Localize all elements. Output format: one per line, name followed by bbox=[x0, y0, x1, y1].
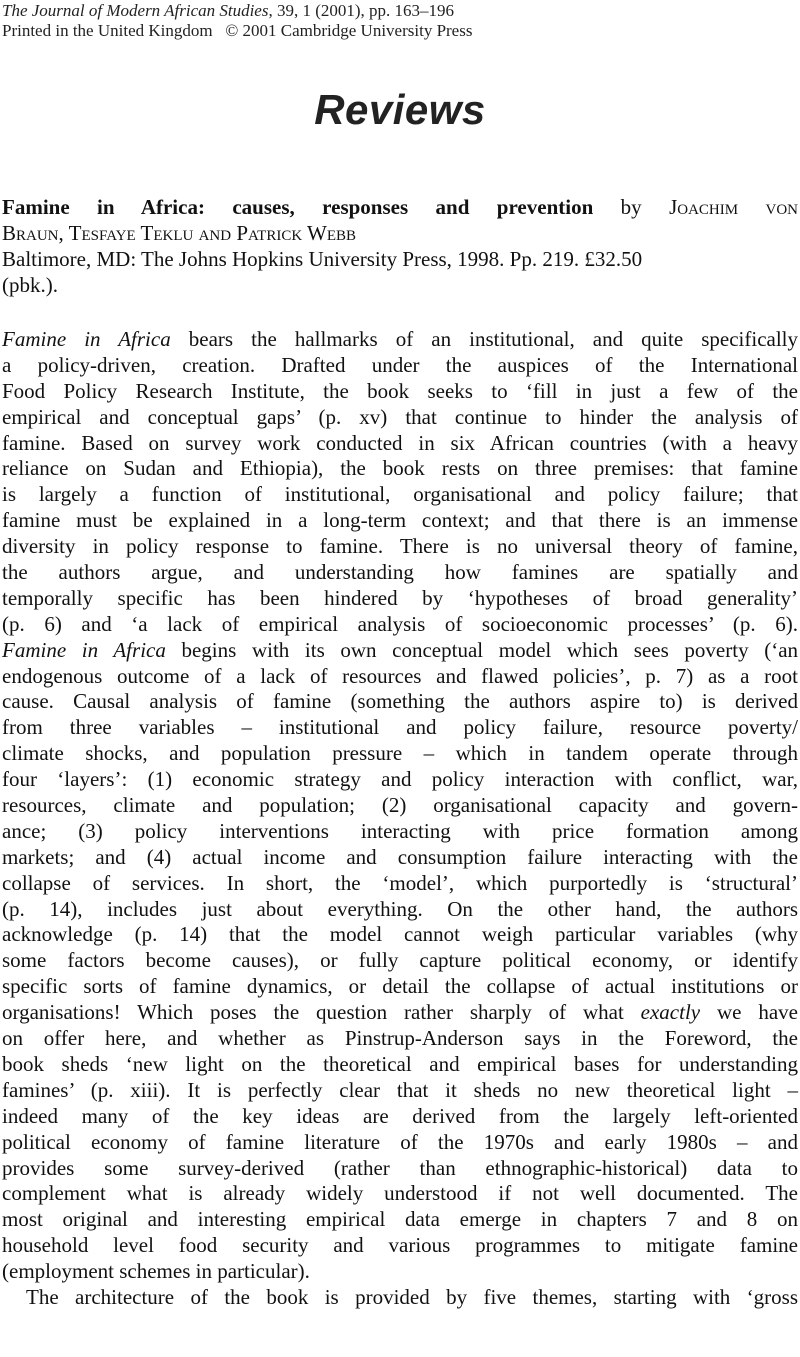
journal-name: The Journal of Modern African Studies bbox=[2, 1, 269, 20]
body-line-text: acknowledge (p. 14) that the model cannot weigh particular variables (why bbox=[2, 922, 798, 947]
body-line bbox=[2, 1026, 798, 1052]
body-line-text: diversity in policy response to famine. There is no universal theory of famine, bbox=[2, 534, 798, 559]
body-line bbox=[2, 1156, 798, 1182]
italic-book-title: Famine in Africa bbox=[2, 327, 171, 351]
by-word: by bbox=[593, 195, 670, 219]
body-line-text: specific sorts of famine dynamics, or detail the collapse of actual institutions or bbox=[2, 974, 798, 999]
body-line bbox=[2, 1207, 798, 1233]
body-line bbox=[2, 560, 798, 586]
body-line bbox=[2, 715, 798, 741]
book-title: Famine in Africa: causes, responses and prevention bbox=[2, 195, 594, 219]
authors-line-2: Braun, Tesfaye Teklu and Patrick Webb bbox=[2, 221, 357, 245]
body-line-text: organisations! Which poses the question rather sharply of what bbox=[2, 1000, 641, 1025]
body-line-text: Food Policy Research Institute, the book seeks to ‘fill in just a few of the bbox=[2, 378, 798, 403]
body-line-text: complement what is already widely understood if not well documented. The bbox=[2, 1181, 798, 1206]
body-line bbox=[2, 741, 798, 767]
body-line bbox=[2, 922, 798, 948]
body-line-text: the authors argue, and understanding how famines are spatially and bbox=[2, 560, 798, 585]
section-title: Reviews bbox=[314, 86, 486, 133]
body-line-text: household level food security and various programmes to mitigate famine bbox=[2, 1233, 798, 1258]
body-line bbox=[2, 327, 798, 353]
review-body-text bbox=[2, 327, 798, 1311]
body-line-text: temporally specific has been hindered by ‘hypotheses of broad generality’ bbox=[2, 585, 798, 610]
body-line-text: book sheds ‘new light on the theoretical and empirical bases for understanding bbox=[2, 1051, 798, 1076]
body-line bbox=[2, 1000, 798, 1026]
body-line bbox=[2, 871, 798, 897]
body-line-text: some factors become causes), or fully capture political economy, or identify bbox=[2, 948, 798, 973]
body-line-text: famine must be explained in a long-term context; and that there is an immense bbox=[2, 508, 798, 533]
body-line bbox=[2, 1285, 798, 1311]
body-line bbox=[2, 1259, 798, 1285]
body-line bbox=[2, 1104, 798, 1130]
body-line-text: political economy of famine literature of the 1970s and early 1980s – and bbox=[2, 1129, 798, 1154]
body-line-text: a policy-driven, creation. Drafted under the auspices of the International bbox=[2, 352, 798, 377]
body-line-text: climate shocks, and population pressure – which in tandem operate through bbox=[2, 741, 798, 766]
body-line-text: begins with its own conceptual model which sees poverty (‘an bbox=[165, 637, 799, 662]
body-line bbox=[2, 379, 798, 405]
body-line-text: is largely a function of institutional, organisational and policy failure; that bbox=[2, 482, 798, 507]
body-line bbox=[2, 482, 798, 508]
body-line-text: endogenous outcome of a lack of resources and flawed policies’, p. 7) as a root bbox=[2, 663, 798, 688]
body-line bbox=[2, 767, 798, 793]
body-line bbox=[2, 1233, 798, 1259]
journal-citation: , 39, 1 (2001), pp. 163–196 bbox=[268, 1, 455, 20]
body-line bbox=[2, 431, 798, 457]
body-line bbox=[2, 974, 798, 1000]
body-line-text: ance; (3) policy interventions interacting with price formation among bbox=[2, 818, 798, 843]
body-line bbox=[2, 689, 798, 715]
body-line bbox=[2, 793, 798, 819]
italic-book-title: Famine in Africa bbox=[2, 637, 166, 662]
body-line-text: (employment schemes in particular). bbox=[2, 1259, 310, 1284]
body-line-text: The architecture of the book is provided by five themes, starting with ‘gross bbox=[26, 1284, 798, 1309]
body-line bbox=[2, 897, 798, 923]
body-line-text: provides some survey-derived (rather than ethnographic-historical) data to bbox=[2, 1155, 798, 1180]
book-heading-line-2 bbox=[2, 220, 798, 246]
body-line bbox=[2, 456, 798, 482]
body-line-text: empirical and conceptual gaps’ (p. xv) that continue to hinder the analysis of bbox=[2, 404, 798, 429]
body-line bbox=[2, 638, 798, 664]
body-line bbox=[2, 353, 798, 379]
body-line bbox=[2, 819, 798, 845]
body-line bbox=[2, 845, 798, 871]
body-line-text: collapse of services. In short, the ‘model’, which purportedly is ‘structural’ bbox=[2, 870, 798, 895]
body-line bbox=[2, 1052, 798, 1078]
body-line bbox=[2, 1181, 798, 1207]
body-line bbox=[2, 534, 798, 560]
body-line-text: famines’ (p. xiii). It is perfectly clear that it sheds no new theoretical light – bbox=[2, 1077, 798, 1102]
body-line bbox=[2, 1130, 798, 1156]
body-line-text: bears the hallmarks of an institutional, and quite specifically bbox=[170, 327, 798, 351]
authors-line-1: Joachim von bbox=[669, 195, 798, 219]
body-line bbox=[2, 1078, 798, 1104]
book-heading-line-1 bbox=[2, 194, 798, 220]
body-line-text: (p. 14), includes just about everything. On the other hand, the authors bbox=[2, 896, 798, 921]
running-header bbox=[2, 0, 454, 21]
body-line bbox=[2, 612, 798, 638]
body-line-text: (p. 6) and ‘a lack of empirical analysis of socioeconomic processes’ (p. 6). bbox=[2, 611, 798, 636]
body-line-text: cause. Causal analysis of famine (something the authors aspire to) is derived bbox=[2, 689, 798, 714]
body-line-text: from three variables – institutional and policy failure, resource poverty/ bbox=[2, 715, 798, 740]
body-line-text: on offer here, and whether as Pinstrup-Anderson says in the Foreword, the bbox=[2, 1026, 798, 1051]
body-line-text: most original and interesting empirical data emerge in chapters 7 and 8 on bbox=[2, 1207, 798, 1232]
body-line bbox=[2, 405, 798, 431]
body-line-tail: we have bbox=[700, 1000, 798, 1025]
body-line-text: famine. Based on survey work conducted in six African countries (with a heavy bbox=[2, 430, 798, 455]
review-book-heading bbox=[2, 194, 798, 298]
body-line-text: four ‘layers’: (1) economic strategy and policy interaction with conflict, war, bbox=[2, 767, 798, 792]
body-line-text: resources, climate and population; (2) organisational capacity and govern- bbox=[2, 793, 798, 818]
publication-details-line-2: (pbk.). bbox=[2, 273, 58, 297]
body-line-text: reliance on Sudan and Ethiopia), the book rests on three premises: that famine bbox=[2, 456, 798, 481]
body-line bbox=[2, 586, 798, 612]
body-line bbox=[2, 508, 798, 534]
printed-copyright-line: Printed in the United Kingdom © 2001 Cambridge University Press bbox=[2, 21, 473, 40]
publication-details-line-1: Baltimore, MD: The Johns Hopkins University Press, 1998. Pp. 219. £32.50 bbox=[2, 247, 643, 271]
body-line-text: indeed many of the key ideas are derived from the largely left-oriented bbox=[2, 1103, 798, 1128]
body-line-text: markets; and (4) actual income and consumption failure interacting with the bbox=[2, 844, 798, 869]
emphasis-word: exactly bbox=[640, 1000, 701, 1025]
body-line bbox=[2, 664, 798, 690]
body-line bbox=[2, 948, 798, 974]
